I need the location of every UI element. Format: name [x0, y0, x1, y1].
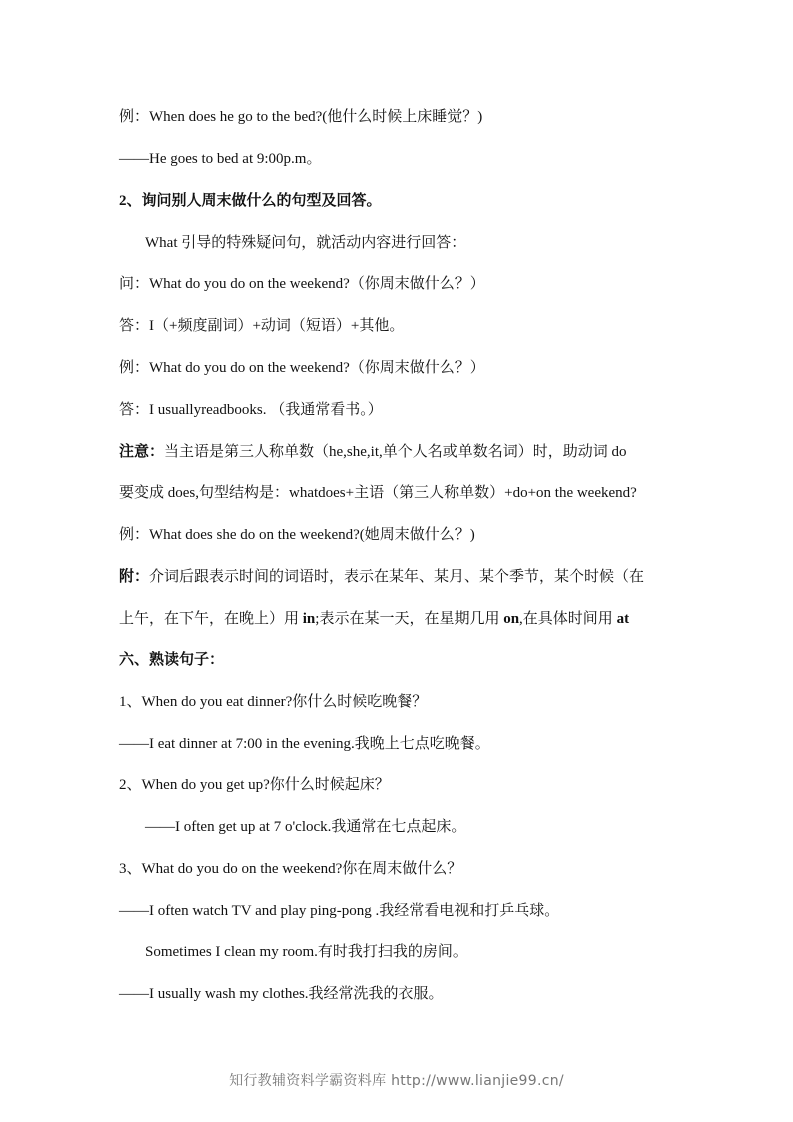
keyword-on: on [503, 611, 520, 627]
sentence-1-question: 1、When do you eat dinner?你什么时候吃晚餐？ [119, 694, 428, 710]
example-answer-read: 答：I usuallyreadbooks. （我通常看书。） [119, 402, 383, 418]
appendix-text2a: 上午，在下午，在晚上）用 [119, 611, 303, 627]
sentence-2-answer: ——I often get up at 7 o'clock.我通常在七点起床。 [145, 819, 467, 835]
appendix-text1: 介词后跟表示时间的词语时，表示在某年、某月、某个季节，某个时候（在 [149, 569, 645, 585]
appendix-text2c: ,在具体时间用 [519, 611, 617, 627]
example-when-bed: 例：When does he go to the bed?(他什么时候上床睡觉？) [119, 109, 483, 125]
appendix-text2b: ;表示在某一天，在星期几用 [315, 611, 504, 627]
example-she-weekend: 例：What does she do on the weekend?(她周末做什么？) [119, 527, 475, 543]
sentence-3-answer-2: Sometimes I clean my room.有时我打扫我的房间。 [145, 944, 468, 960]
sentence-3-answer-1: ——I often watch TV and play ping-pong .我经常看电视和打乒乓球。 [119, 903, 560, 919]
example-weekend: 例：What do you do on the weekend?（你周末做什么？） [119, 360, 485, 376]
sentence-2-question: 2、When do you get up?你什么时候起床？ [119, 777, 390, 793]
appendix-line1 [119, 567, 679, 587]
sentence-3-answer-3: ——I usually wash my clothes.我经常洗我的衣服。 [119, 986, 444, 1002]
section-heading-weekend: 2、询问别人周末做什么的句型及回答。 [119, 193, 382, 209]
section-heading-sentences: 六、熟读句子： [119, 652, 225, 668]
sentence-3-question: 3、What do you do on the weekend?你在周末做什么？ [119, 861, 463, 877]
note-paragraph-line1 [119, 442, 679, 462]
question-pattern: 问：What do you do on the weekend?（你周末做什么？） [119, 276, 485, 292]
keyword-at: at [616, 611, 630, 627]
sentence-1-answer: ——I eat dinner at 7:00 in the evening.我晚上七点吃晚餐。 [119, 736, 490, 752]
note-text: 当主语是第三人称单数（he,she,it,单个人名或单数名词）时，助动词 do [164, 444, 627, 460]
note-paragraph-line2: 要变成 does,句型结构是：whatdoes+主语（第三人称单数）+do+on the weekend? [119, 485, 637, 501]
answer-bed-time: ——He goes to bed at 9:00p.m。 [119, 151, 322, 167]
footer-watermark: 知行教辅资料学霸资料库 http://www.lianjie99.cn/ [229, 1073, 564, 1089]
appendix-label: 附： [119, 569, 150, 585]
note-label: 注意： [119, 444, 165, 460]
keyword-in: in [302, 611, 316, 627]
what-question-intro: What 引导的特殊疑问句，就活动内容进行回答： [145, 235, 467, 251]
answer-pattern: 答：I（+频度副词）+动词（短语）+其他。 [119, 318, 405, 334]
appendix-line2 [119, 609, 679, 629]
